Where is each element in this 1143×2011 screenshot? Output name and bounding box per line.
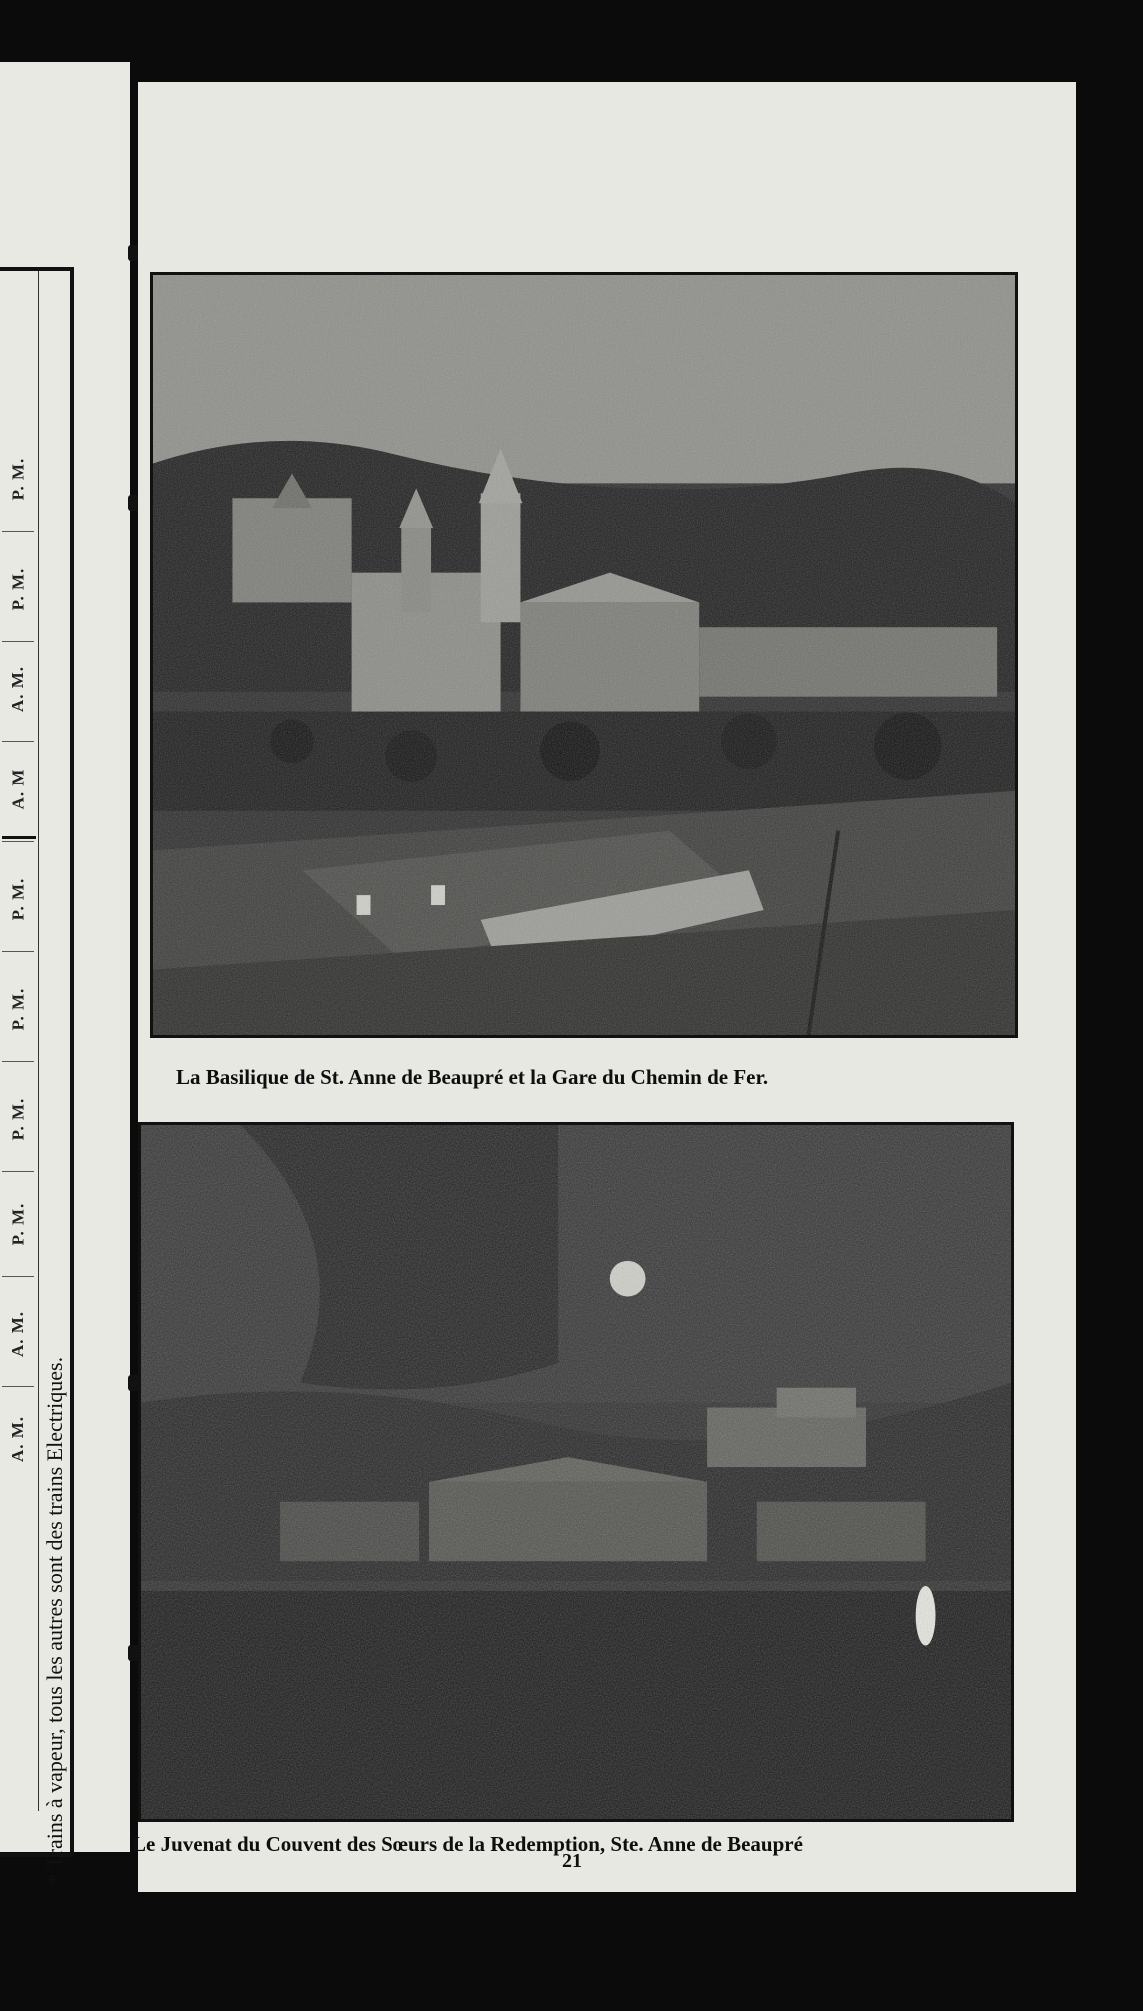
timetable-column-header — [0, 961, 36, 1056]
column-separator — [2, 531, 34, 532]
timetable-column-header-label: A. M. — [8, 665, 28, 712]
basilica-caption: La Basilique de St. Anne de Beaupré et la Gare du Chemin de Fer. — [176, 1065, 769, 1089]
timetable-column-header-label: A. M. — [8, 1310, 28, 1357]
timetable-column-header — [0, 741, 36, 836]
timetable-column-header — [0, 431, 36, 526]
juvenat-photo — [138, 1122, 1014, 1822]
column-separator — [2, 951, 34, 952]
timetable-column-header-label: P. M. — [8, 1097, 27, 1140]
left-page — [0, 62, 130, 1886]
column-separator — [2, 841, 34, 842]
timetable-column-header-label: P. M. — [8, 1202, 27, 1245]
footnote-area — [38, 1231, 72, 2011]
timetable-column-headers — [0, 271, 39, 1811]
column-separator — [2, 1061, 34, 1062]
timetable-column-header-label: P. M. — [8, 567, 27, 610]
timetable-column-header — [0, 1071, 36, 1166]
timetable-column-header — [0, 641, 36, 736]
timetable-column-header — [0, 541, 36, 636]
timetable-column-header-label: P. M. — [8, 457, 27, 500]
right-page — [132, 82, 1076, 1892]
timetable-column-header — [0, 1286, 36, 1381]
column-separator — [2, 1276, 34, 1277]
page-number: 21 — [562, 1850, 582, 1872]
column-separator — [2, 1171, 34, 1172]
timetable-column-header-label: P. M. — [8, 877, 27, 920]
column-separator — [2, 1386, 34, 1387]
timetable-footnote: * Trains à vapeur, tous les autres sont des trains Electriques. — [42, 1356, 67, 1886]
timetable-fragment — [0, 267, 74, 1886]
timetable-column-header-label: P. M. — [8, 987, 27, 1030]
timetable-column-header — [0, 1391, 36, 1486]
timetable-column-header — [0, 1176, 36, 1271]
timetable-column-header — [0, 851, 36, 946]
basilica-photo — [150, 272, 1018, 1038]
juvenat-caption: Le Juvenat du Couvent des Sœurs de la Redemption, Ste. Anne de Beaupré — [132, 1832, 803, 1856]
column-group-rule — [2, 836, 36, 839]
timetable-column-header-label: A. M — [8, 768, 28, 809]
timetable-column-header-label: A. M. — [8, 1415, 28, 1462]
